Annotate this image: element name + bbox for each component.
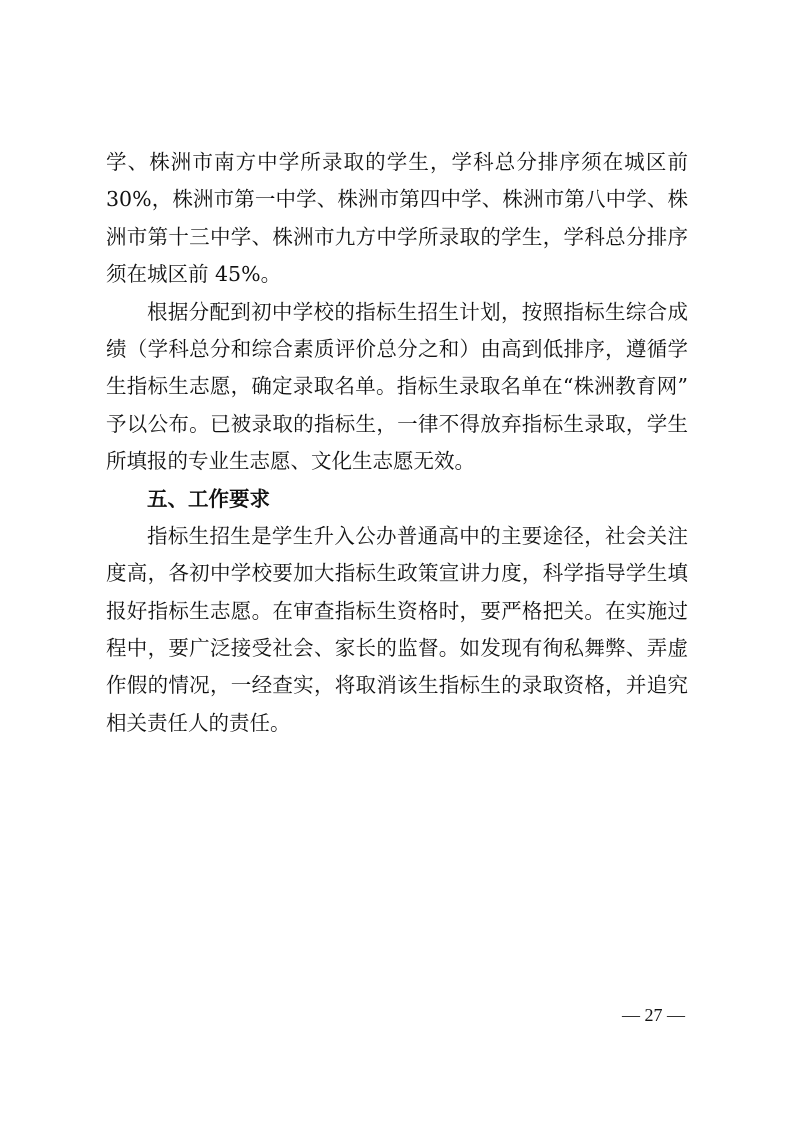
text-line: 30%，株洲市第一中学、株洲市第四中学、株洲市第八中学、株 — [106, 187, 688, 212]
paragraph-continuation — [106, 144, 688, 294]
text-line: 程中，要广泛接受社会、家长的监督。如发现有徇私舞弊、弄虚 — [106, 636, 688, 661]
section-heading-text: 五、工作要求 — [147, 486, 270, 511]
text-line: 洲市第十三中学、株洲市九方中学所录取的学生，学科总分排序 — [106, 224, 688, 249]
paragraph-work-requirements — [106, 518, 688, 742]
page-number: — 27 — — [622, 1005, 685, 1025]
text-line: 作假的情况，一经查实，将取消该生指标生的录取资格，并追究 — [106, 673, 688, 698]
text-line: 根据分配到初中学校的指标生招生计划，按照指标生综合成 — [147, 299, 688, 324]
text-line: 绩（学科总分和综合素质评价总分之和）由高到低排序，遵循学 — [106, 336, 688, 361]
section-heading — [106, 481, 688, 518]
text-line: 度高，各初中学校要加大指标生政策宣讲力度，科学指导学生填 — [106, 561, 688, 586]
text-line: 指标生招生是学生升入公办普通高中的主要途径，社会关注 — [147, 523, 688, 548]
paragraph-admission-rules — [106, 294, 688, 481]
text-line: 须在城区前 45%。 — [106, 262, 282, 287]
text-line: 学、株洲市南方中学所录取的学生，学科总分排序须在城区前 — [106, 150, 688, 174]
text-line: 生指标生志愿，确定录取名单。指标生录取名单在“株洲教育网” — [106, 374, 688, 399]
text-line: 予以公布。已被录取的指标生，一律不得放弃指标生录取，学生 — [106, 411, 688, 436]
text-line: 相关责任人的责任。 — [106, 710, 291, 735]
text-line: 报好指标生志愿。在审查指标生资格时，要严格把关。在实施过 — [106, 598, 688, 623]
document-body — [106, 144, 688, 742]
text-line: 所填报的专业生志愿、文化生志愿无效。 — [106, 449, 475, 474]
